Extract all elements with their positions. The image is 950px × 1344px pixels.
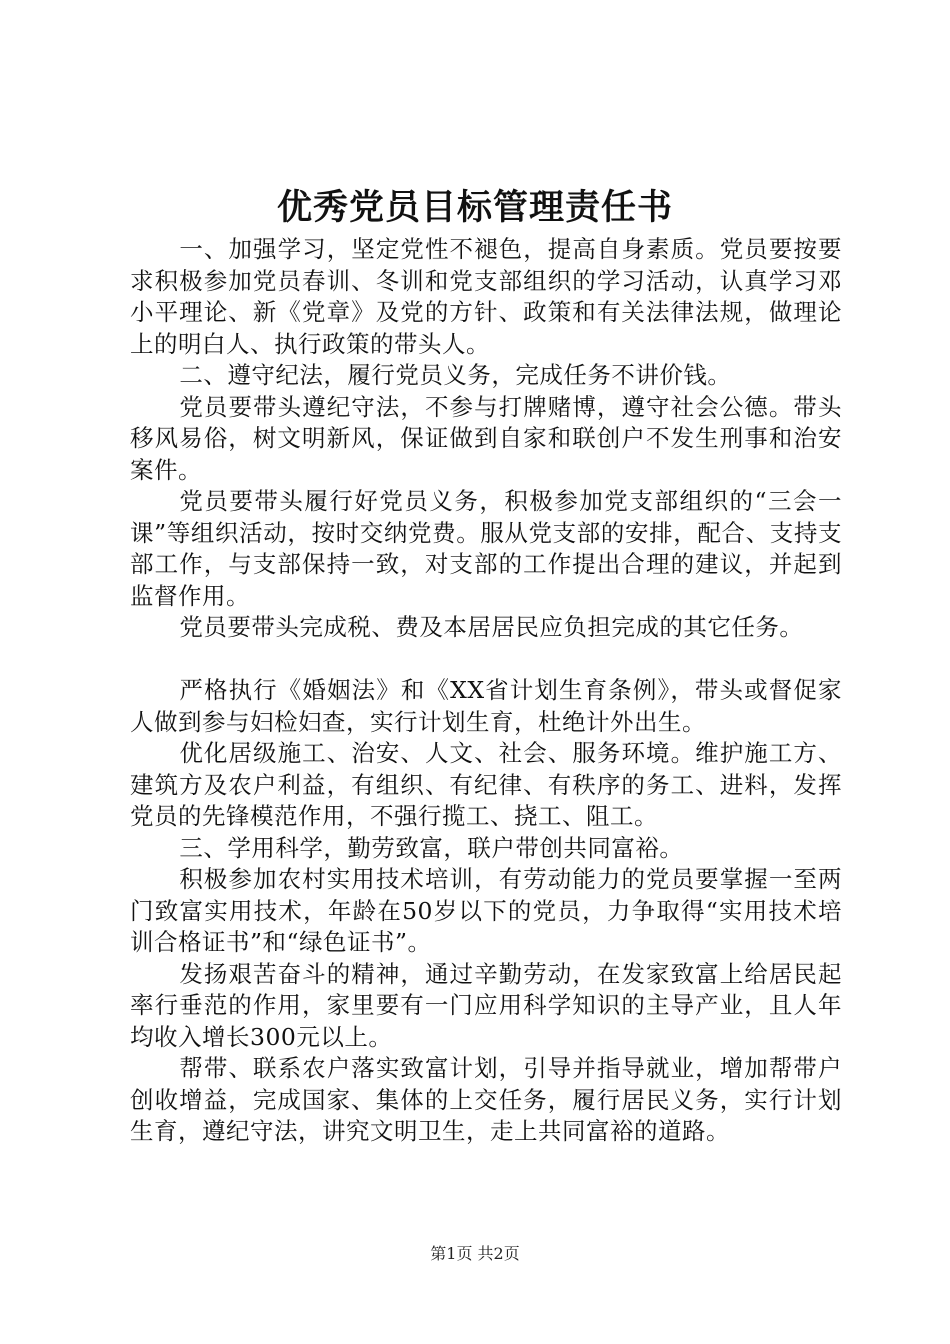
document-title: 优秀党员目标管理责任书 [276,187,673,228]
page-footer: 第1页 共2页 [430,1244,520,1263]
blank-line [130,644,842,676]
paragraph-law-abiding: 党员要带头遵纪守法，不参与打牌赌博，遵守社会公德。带头移风易俗，树文明新风，保证做到自家和联创户不发生刑事和治安案件。 [130,392,842,484]
document-body [130,234,842,1148]
paragraph-duties: 党员要带头履行好党员义务，积极参加党支部组织的“三会一课”等组织活动，按时交纳党费。服从党支部的安排，配合、支持支部工作，与支部保持一致，对支部的工作提出合理的建议，并起到监督作用。 [130,487,842,610]
paragraph-assist-households: 帮带、联系农户落实致富计划，引导并指导就业，增加帮带户创收增益，完成国家、集体的上交任务，履行居民义务，实行计划生育，遵纪守法，讲究文明卫生，走上共同富裕的道路。 [130,1054,842,1145]
paragraph-training: 积极参加农村实用技术培训，有劳动能力的党员要掌握一至两门致富实用技术，年龄在50岁以下的党员，力争取得“实用技术培训合格证书”和“绿色证书”。 [130,865,842,956]
paragraph-taxes: 党员要带头完成税、费及本居居民应负担完成的其它任务。 [179,613,804,641]
paragraph-environment: 优化居级施工、治安、人文、社会、服务环境。维护施工方、建筑方及农户利益，有组织、有纪律、有秩序的务工、进料，发挥党员的先锋模范作用，不强行揽工、挠工、阻工。 [130,739,842,830]
paragraph-family-planning: 严格执行《婚姻法》和《XX省计划生育条例》，带头或督促家人做到参与妇检妇查，实行计划生育，杜绝计外出生。 [130,676,842,736]
paragraph-section-three-heading: 三、学用科学，勤劳致富，联户带创共同富裕。 [179,833,684,862]
paragraph-hard-work: 发扬艰苦奋斗的精神，通过辛勤劳动，在发家致富上给居民起率行垂范的作用，家里要有一门应用科学知识的主导产业，且人年均收入增长300元以上。 [130,959,842,1051]
paragraph-study: 一、加强学习，坚定党性不褪色，提高自身素质。党员要按要求积极参加党员春训、冬训和党支部组织的学习活动，认真学习邓小平理论、新《党章》及党的方针、政策和有关法律法规，做理论上的明白人、执行政策的带头人。 [130,235,842,358]
paragraph-section-two-heading: 二、遵守纪法，履行党员义务，完成任务不讲价钱。 [179,361,732,389]
